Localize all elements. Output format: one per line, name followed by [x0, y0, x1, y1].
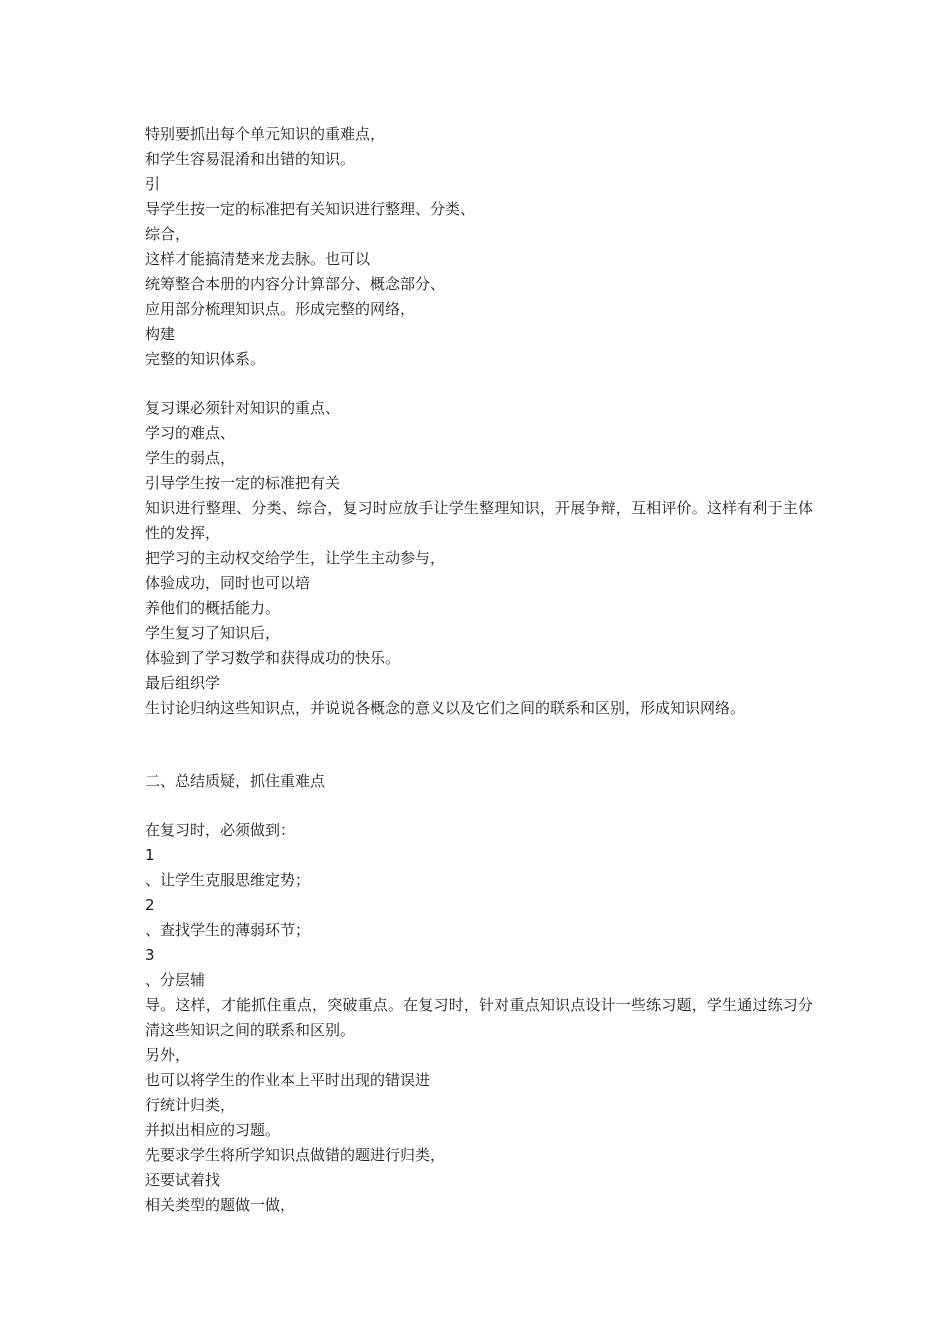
text-line: 特别要抓出每个单元知识的重难点，	[145, 125, 386, 143]
section-heading: 二、总结质疑，抓住重难点	[145, 772, 326, 790]
text-line: 综合，	[145, 225, 191, 243]
text-line: 、分层辅	[145, 971, 206, 989]
text-line: 引导学生按一定的标准把有关	[145, 474, 341, 492]
text-line: 还要试着找	[145, 1171, 221, 1189]
text-line: 体验到了学习数学和获得成功的快乐。	[145, 649, 401, 667]
list-number: 1	[145, 846, 155, 864]
text-line: 和学生容易混淆和出错的知识。	[145, 150, 356, 168]
paragraph-spacer	[145, 372, 813, 396]
text-line: 最后组织学	[145, 674, 221, 692]
text-line: 先要求学生将所学知识点做错的题进行归类，	[145, 1146, 446, 1164]
text-line: 另外，	[145, 1046, 191, 1064]
text-line: 这样才能搞清楚来龙去脉。也可以	[145, 250, 371, 268]
text-line: 行统计归类，	[145, 1096, 236, 1114]
text-line: 、查找学生的薄弱环节；	[145, 921, 311, 939]
text-line: 导。这样，才能抓住重点，突破重点。在复习时，针对重点知识点设计一些练习题，学生通过练习分清这些知识之间的联系和区别。	[145, 996, 813, 1039]
text-line: 知识进行整理、分类、综合，复习时应放手让学生整理知识，开展争辩，互相评价。这样有利于主体性的发挥，	[145, 499, 813, 542]
text-line: 学生复习了知识后，	[145, 624, 281, 642]
text-line: 导学生按一定的标准把有关知识进行整理、分类、	[145, 200, 476, 218]
text-line: 应用部分梳理知识点。形成完整的网络，	[145, 300, 416, 318]
text-line: 、让学生克服思维定势；	[145, 871, 311, 889]
text-line: 复习课必须针对知识的重点、	[145, 399, 341, 417]
paragraph-spacer	[145, 794, 813, 818]
list-number: 2	[145, 896, 155, 914]
text-line: 也可以将学生的作业本上平时出现的错误进	[145, 1071, 431, 1089]
text-line: 学生的弱点，	[145, 449, 236, 467]
text-line: 在复习时，必须做到：	[145, 821, 296, 839]
text-line: 体验成功，同时也可以培	[145, 574, 311, 592]
text-line: 引	[145, 175, 161, 193]
document-body	[145, 122, 813, 1218]
text-line: 相关类型的题做一做，	[145, 1196, 296, 1214]
text-line: 把学习的主动权交给学生，让学生主动参与，	[145, 549, 446, 567]
paragraph-1	[145, 122, 813, 372]
text-line: 学习的难点、	[145, 424, 236, 442]
text-line: 并拟出相应的习题。	[145, 1121, 281, 1139]
text-line: 构建	[145, 325, 176, 343]
text-line: 完整的知识体系。	[145, 350, 266, 368]
list-number: 3	[145, 946, 155, 964]
paragraph-3	[145, 818, 813, 1218]
text-line: 生讨论归纳这些知识点，并说说各概念的意义以及它们之间的联系和区别，形成知识网络。	[145, 699, 746, 717]
section-spacer	[145, 721, 813, 769]
text-line: 养他们的概括能力。	[145, 599, 281, 617]
text-line: 统筹整合本册的内容分计算部分、概念部分、	[145, 275, 446, 293]
paragraph-2	[145, 396, 813, 721]
